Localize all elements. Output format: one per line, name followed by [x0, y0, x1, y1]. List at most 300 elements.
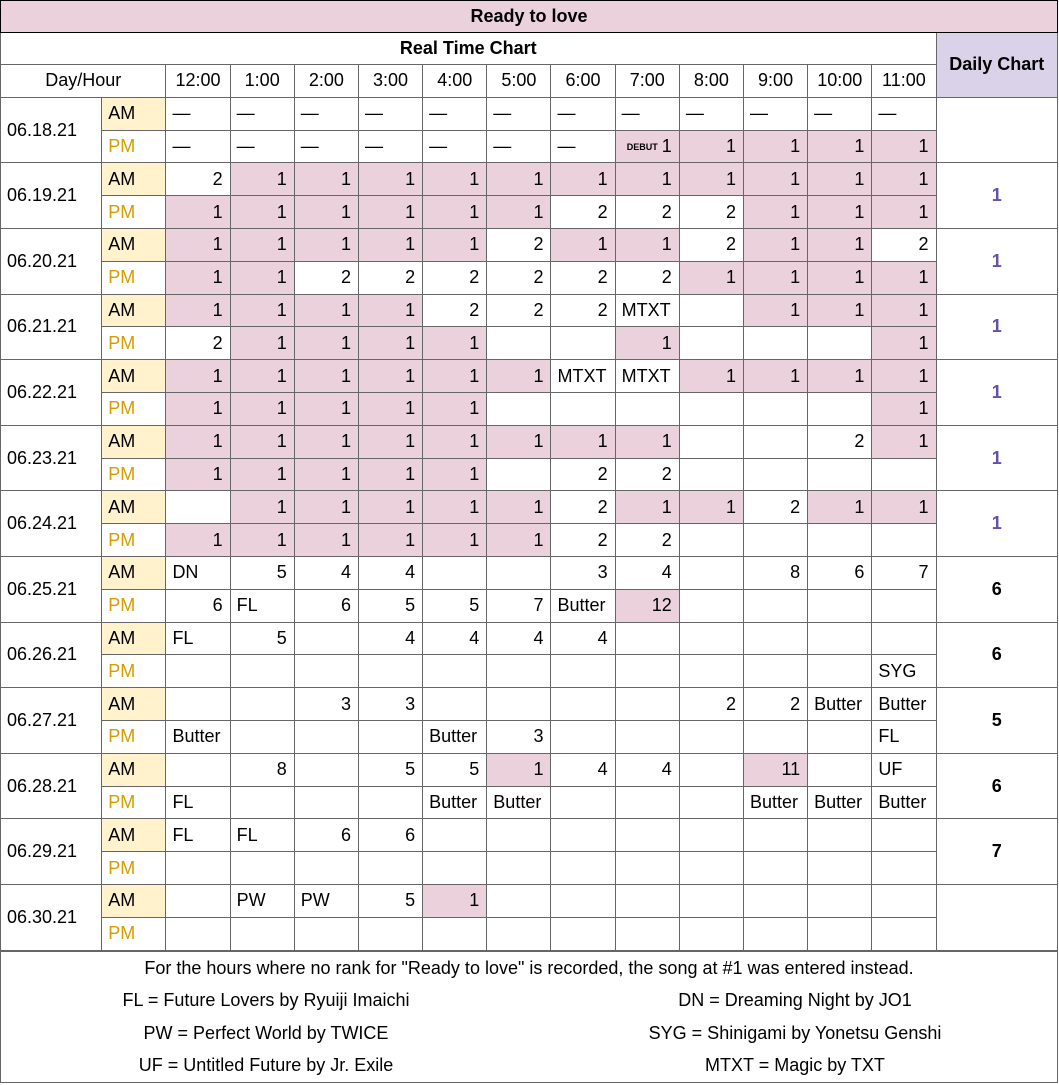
rank-cell — [230, 852, 294, 885]
rank-cell — [294, 655, 358, 688]
rank-cell: — — [423, 130, 487, 163]
table-row — [1, 97, 1058, 130]
debut-marker: DEBUT — [626, 141, 658, 152]
rank-cell: — — [872, 97, 936, 130]
rank-cell: 1 — [872, 327, 936, 360]
rank-cell: 1 — [808, 294, 872, 327]
rank-cell: Butter — [872, 786, 936, 819]
rank-cell: 2 — [166, 327, 230, 360]
table-row — [1, 294, 1058, 327]
footer-note: For the hours where no rank for "Ready to love" is recorded, the song at #1 was entered instead. — [144, 957, 914, 978]
rank-cell: 1 — [358, 327, 422, 360]
rank-cell: 1 — [358, 360, 422, 393]
rank-cell — [808, 884, 872, 917]
rank-cell: 1 — [743, 228, 807, 261]
footer-notes — [0, 951, 1058, 1083]
rank-cell — [679, 753, 743, 786]
rank-cell: 1 — [166, 425, 230, 458]
legend-row — [1, 1049, 1057, 1082]
am-label: AM — [102, 688, 166, 721]
rank-cell: 1 — [230, 294, 294, 327]
rank-cell — [551, 655, 615, 688]
table-row — [1, 622, 1058, 655]
rank-cell: 1 — [423, 360, 487, 393]
rank-cell: 1 — [808, 196, 872, 229]
hour-header: 12:00 — [166, 65, 230, 98]
rank-cell: 1 — [294, 491, 358, 524]
rank-cell — [808, 655, 872, 688]
rank-cell: 1 — [294, 327, 358, 360]
rank-cell: 1 — [166, 294, 230, 327]
rank-cell — [743, 327, 807, 360]
rank-cell — [166, 491, 230, 524]
pm-label: PM — [102, 589, 166, 622]
rank-cell: 2 — [358, 261, 422, 294]
rank-cell — [679, 786, 743, 819]
rank-cell: 2 — [551, 491, 615, 524]
rank-cell — [615, 622, 679, 655]
rank-cell: 5 — [230, 622, 294, 655]
rank-cell — [615, 130, 679, 163]
rank-cell: 1 — [358, 392, 422, 425]
rank-cell: — — [230, 97, 294, 130]
rank-cell: 4 — [615, 753, 679, 786]
rank-cell: DN — [166, 556, 230, 589]
rank-cell — [358, 786, 422, 819]
rank-cell: 4 — [358, 556, 422, 589]
date-cell: 06.27.21 — [1, 688, 102, 754]
rank-cell — [743, 884, 807, 917]
daily-rank-cell: 7 — [936, 819, 1058, 885]
rank-cell: 1 — [230, 491, 294, 524]
rank-cell: 1 — [487, 753, 551, 786]
rank-cell: 6 — [294, 819, 358, 852]
legend-entry: MTXT = Magic by TXT — [705, 1055, 885, 1076]
rank-cell — [679, 556, 743, 589]
rank-cell — [679, 392, 743, 425]
rank-cell — [166, 688, 230, 721]
rank-cell: 1 — [743, 261, 807, 294]
pm-label: PM — [102, 786, 166, 819]
rank-cell: 2 — [679, 196, 743, 229]
am-label: AM — [102, 622, 166, 655]
rank-cell: 1 — [423, 425, 487, 458]
pm-label: PM — [102, 917, 166, 950]
rank-cell — [294, 917, 358, 950]
rank-cell: 1 — [294, 163, 358, 196]
rank-cell: 5 — [423, 753, 487, 786]
pm-label: PM — [102, 458, 166, 491]
rank-cell — [679, 425, 743, 458]
rank-cell — [808, 852, 872, 885]
rank-cell: — — [743, 97, 807, 130]
rank-cell: 1 — [743, 196, 807, 229]
legend-entry: SYG = Shinigami by Yonetsu Genshi — [648, 1022, 942, 1043]
rank-cell — [615, 884, 679, 917]
rank-cell: 2 — [166, 163, 230, 196]
rank-cell: Butter — [423, 720, 487, 753]
rank-cell — [487, 392, 551, 425]
rank-cell: 1 — [808, 163, 872, 196]
rank-cell: 2 — [551, 458, 615, 491]
daily-rank-cell: 1 — [936, 163, 1058, 229]
rank-cell — [230, 655, 294, 688]
rank-cell: 3 — [487, 720, 551, 753]
rank-cell: 1 — [294, 196, 358, 229]
table-row — [1, 786, 1058, 819]
rank-cell — [679, 884, 743, 917]
am-label: AM — [102, 556, 166, 589]
rank-cell: — — [166, 97, 230, 130]
rank-cell: 1 — [294, 228, 358, 261]
rank-cell — [872, 852, 936, 885]
pm-label: PM — [102, 130, 166, 163]
rank-cell — [743, 392, 807, 425]
rank-cell: 2 — [615, 524, 679, 557]
day-hour-header: Day/Hour — [1, 65, 166, 98]
rank-cell: 1 — [615, 228, 679, 261]
rank-cell — [230, 688, 294, 721]
rank-cell — [487, 327, 551, 360]
rank-cell — [743, 458, 807, 491]
rank-cell: 2 — [872, 228, 936, 261]
rank-cell: 1 — [551, 228, 615, 261]
rank-cell: 2 — [487, 294, 551, 327]
rank-cell: PW — [294, 884, 358, 917]
daily-rank-cell — [936, 97, 1058, 163]
table-row — [1, 884, 1058, 917]
table-row — [1, 720, 1058, 753]
date-cell: 06.25.21 — [1, 556, 102, 622]
rank-cell: 1 — [551, 425, 615, 458]
rank-cell — [679, 327, 743, 360]
rank-cell: 1 — [743, 360, 807, 393]
rank-cell: 4 — [358, 622, 422, 655]
rank-cell: 1 — [679, 261, 743, 294]
rank-cell — [487, 688, 551, 721]
rank-cell — [808, 622, 872, 655]
rank-cell: 2 — [615, 458, 679, 491]
rank-cell: 1 — [808, 228, 872, 261]
rank-cell: 1 — [358, 228, 422, 261]
rank-cell — [872, 524, 936, 557]
rank-cell: — — [166, 130, 230, 163]
rank-cell — [679, 458, 743, 491]
rank-cell — [679, 589, 743, 622]
rank-cell — [166, 852, 230, 885]
rank-cell: 1 — [872, 294, 936, 327]
legend-entry: PW = Perfect World by TWICE — [143, 1022, 389, 1043]
table-row — [1, 163, 1058, 196]
rank-cell: 1 — [423, 392, 487, 425]
rank-cell — [358, 720, 422, 753]
rank-cell — [487, 917, 551, 950]
rank-cell — [808, 392, 872, 425]
rank-cell: 1 — [423, 491, 487, 524]
rank-cell — [358, 852, 422, 885]
rank-cell — [551, 688, 615, 721]
rank-cell: 11 — [743, 753, 807, 786]
rank-cell — [487, 884, 551, 917]
rank-cell: Butter — [743, 786, 807, 819]
pm-label: PM — [102, 327, 166, 360]
rank-cell — [358, 655, 422, 688]
rank-cell — [872, 819, 936, 852]
rank-cell — [743, 852, 807, 885]
rank-cell: SYG — [872, 655, 936, 688]
rank-cell: 2 — [487, 261, 551, 294]
rank-cell: 1 — [487, 196, 551, 229]
rank-cell — [615, 917, 679, 950]
rank-cell — [551, 327, 615, 360]
pm-label: PM — [102, 261, 166, 294]
rank-cell: 1 — [487, 163, 551, 196]
rank-cell: 4 — [487, 622, 551, 655]
rank-cell — [808, 753, 872, 786]
rank-cell — [294, 753, 358, 786]
table-row — [1, 491, 1058, 524]
am-label: AM — [102, 753, 166, 786]
rank-cell: FL — [166, 622, 230, 655]
rank-cell — [230, 786, 294, 819]
pm-label: PM — [102, 524, 166, 557]
table-row — [1, 524, 1058, 557]
rank-cell — [743, 589, 807, 622]
rank-cell: 1 — [423, 884, 487, 917]
rank-cell: 2 — [551, 294, 615, 327]
rank-cell: 2 — [551, 196, 615, 229]
rank-cell — [743, 720, 807, 753]
date-cell: 06.21.21 — [1, 294, 102, 360]
rank-cell: 1 — [872, 360, 936, 393]
rank-cell — [166, 884, 230, 917]
rank-cell — [166, 753, 230, 786]
rank-cell: 1 — [166, 360, 230, 393]
rank-cell — [808, 917, 872, 950]
chart-body — [1, 97, 1058, 950]
hour-header: 7:00 — [615, 65, 679, 98]
rank-cell: 1 — [808, 261, 872, 294]
rank-cell — [679, 294, 743, 327]
table-row — [1, 261, 1058, 294]
rank-cell: 1 — [358, 163, 422, 196]
rank-cell: 1 — [551, 163, 615, 196]
rank-cell: FL — [230, 819, 294, 852]
hour-header: 9:00 — [743, 65, 807, 98]
pm-label: PM — [102, 852, 166, 885]
date-cell: 06.23.21 — [1, 425, 102, 491]
hour-header: 2:00 — [294, 65, 358, 98]
rank-cell — [487, 852, 551, 885]
rank-cell: MTXT — [615, 294, 679, 327]
rank-cell: 8 — [230, 753, 294, 786]
rank-cell: 4 — [615, 556, 679, 589]
date-cell: 06.24.21 — [1, 491, 102, 557]
rank-cell — [808, 720, 872, 753]
am-label: AM — [102, 360, 166, 393]
rank-cell: 1 — [166, 524, 230, 557]
table-row — [1, 130, 1058, 163]
date-cell: 06.30.21 — [1, 884, 102, 950]
rank-cell — [551, 819, 615, 852]
rank-cell: 5 — [358, 753, 422, 786]
rank-cell — [679, 524, 743, 557]
rank-cell: 1 — [166, 196, 230, 229]
rank-cell: — — [808, 97, 872, 130]
rank-cell: — — [551, 97, 615, 130]
rank-cell — [808, 819, 872, 852]
rank-cell — [551, 917, 615, 950]
rank-cell: MTXT — [615, 360, 679, 393]
table-row — [1, 196, 1058, 229]
rank-cell: 6 — [808, 556, 872, 589]
table-row — [1, 392, 1058, 425]
rank-cell: — — [487, 130, 551, 163]
rank-cell: 1 — [166, 458, 230, 491]
rank-cell — [294, 622, 358, 655]
rank-cell: 1 — [230, 228, 294, 261]
rank-cell: 1 — [615, 425, 679, 458]
rank-cell — [679, 819, 743, 852]
rank-cell — [615, 392, 679, 425]
rank-cell: — — [358, 97, 422, 130]
rank-cell: FL — [166, 819, 230, 852]
legend-entry: DN = Dreaming Night by JO1 — [678, 990, 912, 1011]
date-cell: 06.26.21 — [1, 622, 102, 688]
rank-cell — [551, 392, 615, 425]
rank-cell: 1 — [358, 294, 422, 327]
rank-cell: FL — [166, 786, 230, 819]
rank-cell — [230, 917, 294, 950]
daily-rank-cell: 6 — [936, 622, 1058, 688]
rank-cell: 1 — [615, 163, 679, 196]
rank-cell — [166, 655, 230, 688]
rank-cell: MTXT — [551, 360, 615, 393]
rank-cell: 1 — [230, 524, 294, 557]
rank-cell: 1 — [872, 261, 936, 294]
rank-cell: 1 — [230, 458, 294, 491]
rank-cell: 1 — [423, 228, 487, 261]
rank-cell: 6 — [294, 589, 358, 622]
rank-cell: — — [358, 130, 422, 163]
rank-cell: 2 — [423, 261, 487, 294]
rank-cell: — — [423, 97, 487, 130]
hour-header: 4:00 — [423, 65, 487, 98]
rank-cell: 1 — [230, 392, 294, 425]
rank-cell: 1 — [166, 392, 230, 425]
hour-header: 3:00 — [358, 65, 422, 98]
rank-cell: 4 — [294, 556, 358, 589]
rank-cell: 1 — [679, 130, 743, 163]
rank-cell: 1 — [615, 327, 679, 360]
rank-cell — [487, 819, 551, 852]
rank-cell — [679, 720, 743, 753]
rank-cell — [808, 458, 872, 491]
rank-cell — [615, 720, 679, 753]
rank-cell: PW — [230, 884, 294, 917]
rank-cell: 1 — [872, 196, 936, 229]
rank-cell — [166, 917, 230, 950]
pm-label: PM — [102, 392, 166, 425]
rank-cell: 7 — [872, 556, 936, 589]
rank-cell: 4 — [551, 622, 615, 655]
page-title: Ready to love — [1, 1, 1058, 33]
rank-cell: 1 — [423, 163, 487, 196]
rank-cell: 2 — [743, 491, 807, 524]
rank-cell: 1 — [423, 327, 487, 360]
rank-cell: FL — [230, 589, 294, 622]
rank-cell — [808, 524, 872, 557]
rank-cell: 1 — [487, 360, 551, 393]
rank-cell: 1 — [808, 130, 872, 163]
rank-cell: UF — [872, 753, 936, 786]
hour-header: 10:00 — [808, 65, 872, 98]
daily-rank-cell: 1 — [936, 294, 1058, 360]
rank-cell — [294, 852, 358, 885]
table-row — [1, 852, 1058, 885]
rank-cell: 1 — [679, 360, 743, 393]
rank-cell — [551, 720, 615, 753]
rank-cell: 5 — [358, 589, 422, 622]
rank-cell: 2 — [743, 688, 807, 721]
date-cell: 06.29.21 — [1, 819, 102, 885]
table-row — [1, 589, 1058, 622]
rank-cell: 1 — [358, 491, 422, 524]
rank-cell: 1 — [679, 491, 743, 524]
rank-cell: 1 — [615, 491, 679, 524]
am-label: AM — [102, 97, 166, 130]
rank-cell — [551, 786, 615, 819]
table-row — [1, 360, 1058, 393]
table-row — [1, 917, 1058, 950]
rank-cell: 4 — [551, 753, 615, 786]
legend-row — [1, 1017, 1057, 1050]
rank-cell — [743, 524, 807, 557]
rank-cell — [423, 688, 487, 721]
rank-cell: 2 — [551, 261, 615, 294]
rank-cell: 2 — [423, 294, 487, 327]
daily-rank-cell: 1 — [936, 360, 1058, 426]
daily-rank-cell — [936, 884, 1058, 950]
date-cell: 06.28.21 — [1, 753, 102, 819]
rank-cell: 1 — [294, 294, 358, 327]
rank-cell: 1 — [487, 524, 551, 557]
rank-cell: 7 — [487, 589, 551, 622]
rank-cell — [808, 589, 872, 622]
daily-rank-cell: 6 — [936, 556, 1058, 622]
date-cell: 06.18.21 — [1, 97, 102, 163]
rank-cell: 1 — [808, 491, 872, 524]
rank-cell — [294, 720, 358, 753]
rank-cell: — — [551, 130, 615, 163]
rank-cell: FL — [872, 720, 936, 753]
table-row — [1, 228, 1058, 261]
rank-cell: Butter — [551, 589, 615, 622]
rank-cell — [294, 786, 358, 819]
rank-cell: 1 — [230, 360, 294, 393]
daily-rank-cell: 1 — [936, 425, 1058, 491]
rank-cell: 1 — [358, 196, 422, 229]
table-row — [1, 819, 1058, 852]
date-cell: 06.22.21 — [1, 360, 102, 426]
rank-cell: 1 — [230, 163, 294, 196]
am-label: AM — [102, 819, 166, 852]
rank-cell — [615, 688, 679, 721]
rank-cell — [679, 655, 743, 688]
rank-cell: 1 — [872, 163, 936, 196]
rank-cell: 1 — [872, 392, 936, 425]
rank-cell — [808, 327, 872, 360]
